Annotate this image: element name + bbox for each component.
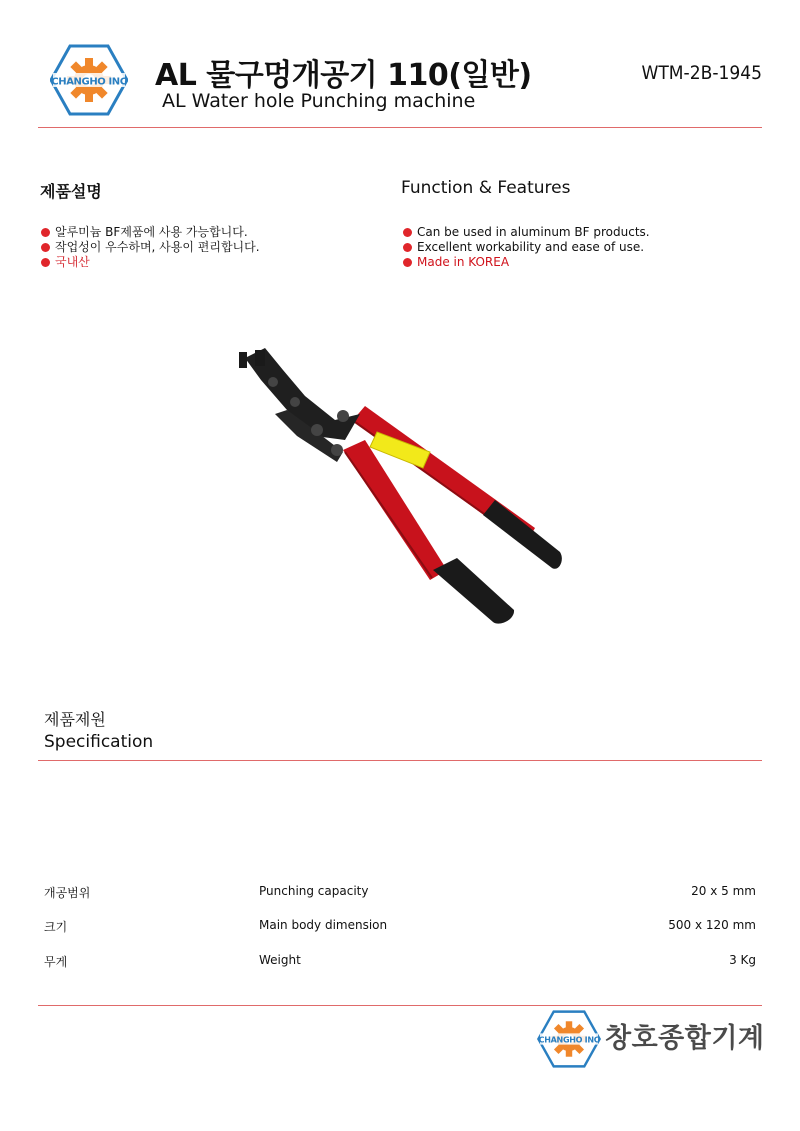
- header-divider: [38, 127, 762, 128]
- spec-value: 500 x 120 mm: [668, 918, 756, 932]
- list-item: Can be used in aluminum BF products.: [402, 225, 650, 240]
- list-item: 국내산: [40, 255, 260, 270]
- specification-heading-ko: 제품제원: [44, 710, 106, 729]
- table-row: [44, 953, 756, 969]
- features-list: [402, 225, 650, 270]
- changho-logo-icon: [536, 1010, 602, 1068]
- list-item: Excellent workability and ease of use.: [402, 240, 650, 255]
- list-item: Made in KOREA: [402, 255, 650, 270]
- logo-text: CHANGHO INC: [538, 1035, 600, 1045]
- specification-heading: [44, 708, 153, 754]
- spec-label-en: Main body dimension: [259, 918, 388, 932]
- product-code: WTM-2B-1945: [641, 62, 762, 84]
- spec-label-ko: 무게: [44, 955, 68, 969]
- description-list: [40, 225, 260, 270]
- bolt-cutter-punch-tool-icon: [225, 340, 575, 630]
- spec-label-ko: 크기: [44, 920, 68, 934]
- spec-label-ko: 개공범위: [44, 886, 91, 900]
- list-item: 작업성이 우수하며, 사용이 편리합니다.: [40, 240, 260, 255]
- logo-text: CHANGHO INC: [51, 76, 127, 88]
- table-row: [44, 918, 756, 934]
- features-heading: Function & Features: [401, 178, 571, 198]
- description-heading: 제품설명: [40, 182, 102, 201]
- brand-name: 창호종합기계: [605, 1023, 765, 1054]
- spec-divider: [38, 760, 762, 761]
- page-title: AL 물구멍개공기 110(일반): [155, 58, 532, 93]
- spec-value: 3 Kg: [729, 953, 756, 967]
- spec-label-en: Punching capacity: [259, 884, 369, 898]
- table-row: [44, 884, 756, 900]
- specification-heading-en: Specification: [44, 732, 154, 752]
- page-subtitle: AL Water hole Punching machine: [162, 90, 476, 112]
- spec-value: 20 x 5 mm: [691, 884, 756, 898]
- footer-divider: [38, 1005, 762, 1006]
- changho-logo-icon: [50, 44, 128, 116]
- list-item: 알루미늄 BF제품에 사용 가능합니다.: [40, 225, 260, 240]
- spec-label-en: Weight: [259, 953, 301, 967]
